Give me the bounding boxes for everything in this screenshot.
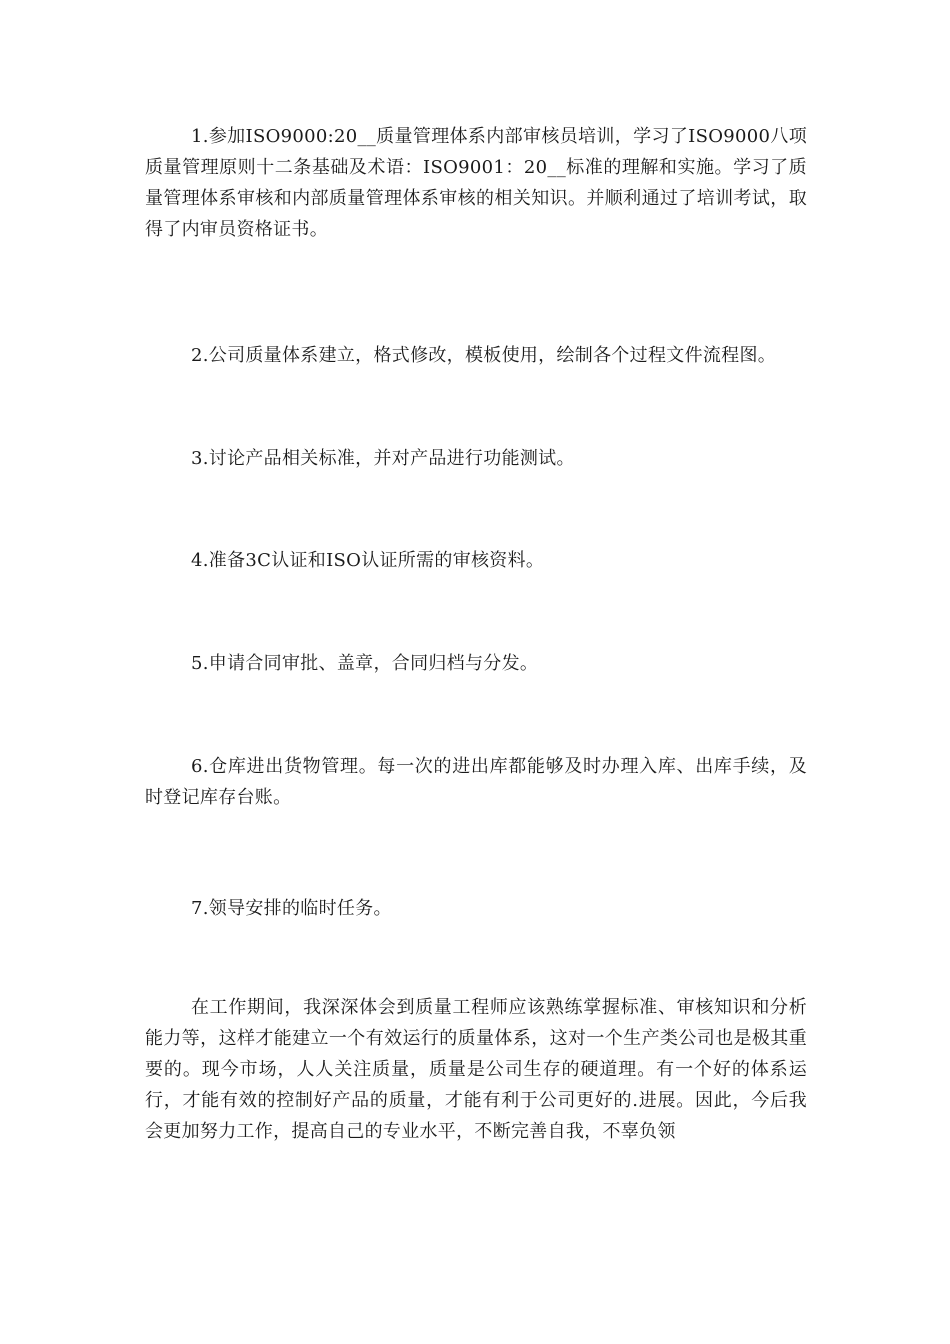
paragraph-item-4: 4.准备3C认证和ISO认证所需的审核资料。 [191,550,545,571]
paragraph-item-6: 6.仓库进出货物管理。每一次的进出库都能够及时办理入库、出库手续，及时登记库存台账。 [145,756,807,808]
paragraph-item-2: 2.公司质量体系建立，格式修改，模板使用，绘制各个过程文件流程图。 [191,345,777,366]
paragraph-item-7: 7.领导安排的临时任务。 [191,898,392,919]
summary-paragraph: 在工作期间，我深深体会到质量工程师应该熟练掌握标准、审核知识和分析能力等，这样才能建立一个有效运行的质量体系，这对一个生产类公司也是极其重要的。现今市场，人人关注质量，质量是公司生存的硬道理。有一个好的体系运行，才能有效的控制好产品的质量，才能有利于公司更好的.进展。因此，今后我会更加努力工作，提高自己的专业水平，不断完善自我，不辜负领 [145,997,807,1142]
paragraph-item-1: 1.参加ISO9000:20__质量管理体系内部审核员培训，学习了ISO9000八项质量管理原则十二条基础及术语：ISO9001：20__标准的理解和实施。学习了质量管理体系审核和内部质量管理体系审核的相关知识。并顺利通过了培训考试，取得了内审员资格证书。 [145,126,807,240]
paragraph-item-5: 5.申请合同审批、盖章，合同归档与分发。 [191,653,539,674]
paragraph-item-3: 3.讨论产品相关标准，并对产品进行功能测试。 [191,448,575,469]
